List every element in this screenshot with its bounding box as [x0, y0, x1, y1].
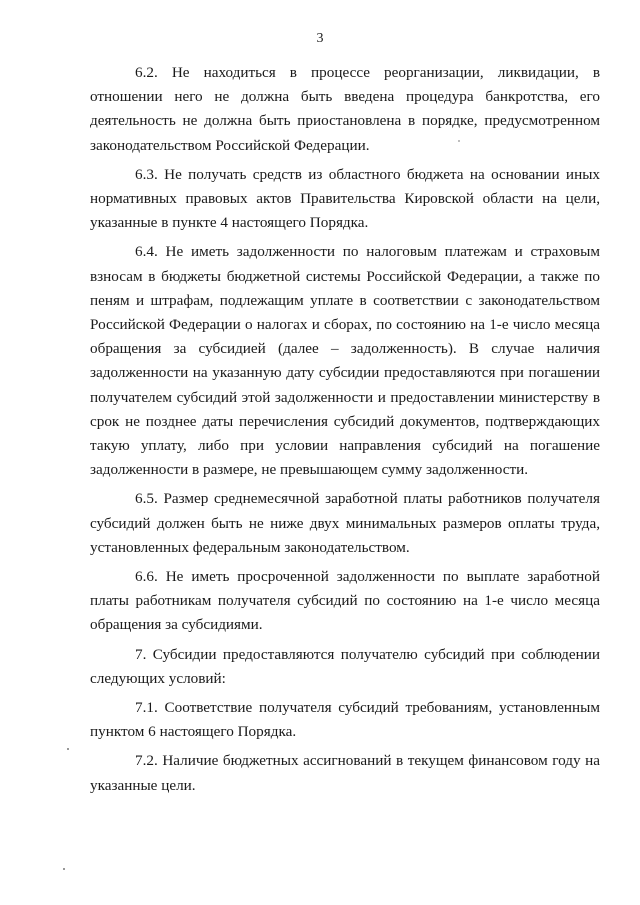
paragraph-7-1: 7.1. Соответствие получателя субсидий требованиям, установленным пунктом 6 настоящего Порядка. [90, 699, 600, 741]
scan-speck [63, 868, 65, 870]
document-body [90, 61, 600, 803]
paragraph-6-2: 6.2. Не находиться в процессе реорганизации, ликвидации, в отношении него не должна быть введена процедура банкротства, его деятельность не должна быть приостановлена в порядке, предусмотренном законодательством Российской Федерации. [90, 64, 600, 154]
scan-speck [67, 748, 69, 750]
paragraph-6-3: 6.3. Не получать средств из областного бюджета на основании иных нормативных правовых актов Правительства Кировской области на цели, указанные в пункте 4 настоящего Порядка. [90, 165, 600, 232]
paragraph-7: 7. Субсидии предоставляются получателю субсидий при соблюдении следующих условий: [90, 645, 600, 687]
scan-speck [458, 140, 460, 142]
paragraph-7-2: 7.2. Наличие бюджетных ассигнований в текущем финансовом году на указанные цели. [90, 752, 600, 794]
paragraph-6-5: 6.5. Размер среднемесячной заработной платы работников получателя субсидий должен быть не ниже двух минимальных размеров оплаты труда, установленных федеральным законодательством. [90, 490, 600, 556]
page-number: 3 [316, 31, 324, 46]
paragraph-6-6: 6.6. Не иметь просроченной задолженности по выплате заработной платы работникам получателя субсидий по состоянию на 1-е число месяца обращения за субсидиями. [90, 568, 600, 634]
paragraph-6-4: 6.4. Не иметь задолженности по налоговым платежам и страховым взносам в бюджеты бюджетной системы Российской Федерации, а также по пеням и штрафам, подлежащим уплате в соответствии с законодательством Российской Федерации о налогах и сборах, по состоянию на 1-е число месяца обращения за субсидией (далее – задолженность). В случае наличия задолженности на указанную дату субсидии предоставляются при погашении получателем субсидий этой задолженности и предоставлении министерству в срок не позднее даты перечисления субсидий документов, подтверждающих такую уплату, либо при условии направления субсидий на погашение задолженности в размере, не превышающем сумму задолженности. [90, 243, 600, 479]
